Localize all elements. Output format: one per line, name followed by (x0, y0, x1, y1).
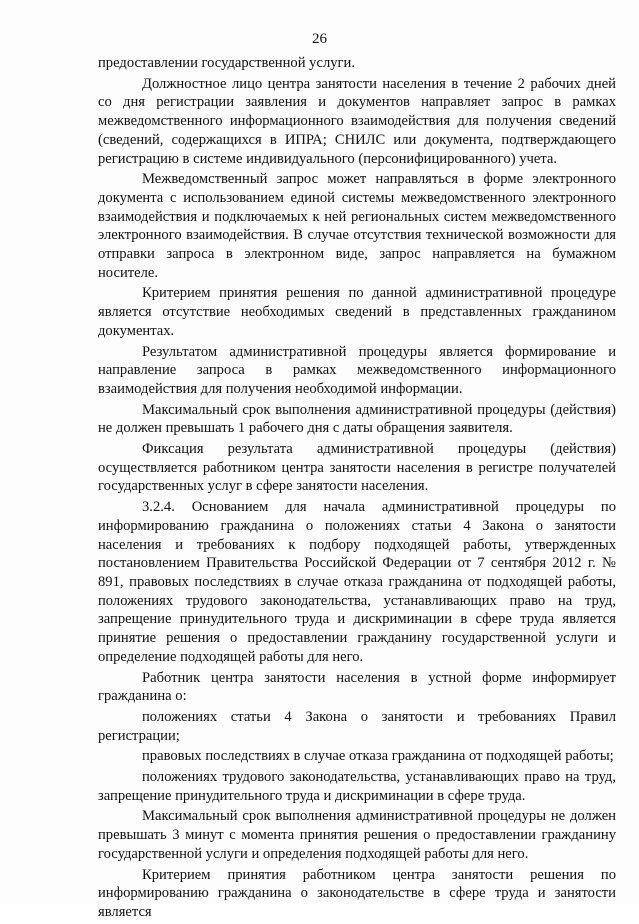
paragraph: Работник центра занятости населения в устной форме информирует гражданина о: (98, 669, 616, 705)
paragraph: Максимальный срок выполнения административной процедуры не должен превышать 3 минут с момента принятия решения о предоставлении гражданину государственной услуги и определения подходящей работы для него. (98, 808, 616, 862)
paragraph: Максимальный срок выполнения административной процедуры (действия) не должен превышать 1 рабочего дня с даты обращения заявителя. (98, 401, 616, 437)
paragraph: Фиксация результата административной процедуры (действия) осуществляется работником центра занятости населения в регистре получателей государственных услуг в сфере занятости населения. (98, 441, 616, 495)
list-item: положениях статьи 4 Закона о занятости и требованиях Правил регистрации; (98, 708, 616, 744)
paragraph: Должностное лицо центра занятости населения в течение 2 рабочих дней со дня регистрации заявления и документов направляет запрос в рамках межведомственного информационного взаимодействия для получения сведений (сведений, содержащихся в ИПРА; СНИЛС или документа, подтверждающего регистрацию в системе индивидуального (персонифицированного) учета. (98, 75, 616, 167)
list-item: положениях трудового законодательства, устанавливающих право на труд, запрещение принудительного труда и дискриминации в сфере труда. (98, 769, 616, 804)
paragraph: Межведомственный запрос может направляться в форме электронного документа с использованием единой системы межведомственного электронного взаимодействия и подключаемых к ней региональных систем межведомственного электронного взаимодействия. В случае отсутствия технической возможности для отправки запроса в электронном виде, запрос направляется на бумажном носителе. (98, 171, 616, 281)
page-number: 26 (312, 31, 327, 47)
paragraph: Критерием принятия работником центра занятости решения по информированию гражданина о законодательстве в сфере труда и занятости является (98, 866, 616, 920)
paragraph: 3.2.4. Основанием для начала административной процедуры по информированию гражданина о положениях статьи 4 Закона о занятости населения и требованиях к подбору подходящей работы, утвержденных постановлением Правительства Российской Федерации от 7 сентября 2012 г. № 891, правовых последствиях в случае отказа гражданина от подходящей работы, положениях трудового законодательства, устанавливающих право на труд, запрещение принудительного труда и дискриминации в сфере труда является принятие решения о предоставлении гражданину государственной услуги и определение подходящей работы для него. (98, 499, 616, 665)
list-item: правовых последствиях в случае отказа гражданина от подходящей работы; (142, 748, 614, 765)
paragraph: предоставлении государственной услуги. (98, 55, 355, 71)
paragraph: Результатом административной процедуры является формирование и направление запроса в рамках межведомственного информационного взаимодействия для получения необходимой информации. (98, 343, 616, 397)
page-body (98, 54, 616, 924)
paragraph: Критерием принятия решения по данной административной процедуре является отсутствие необходимых сведений в представленных гражданином документах. (98, 285, 616, 339)
